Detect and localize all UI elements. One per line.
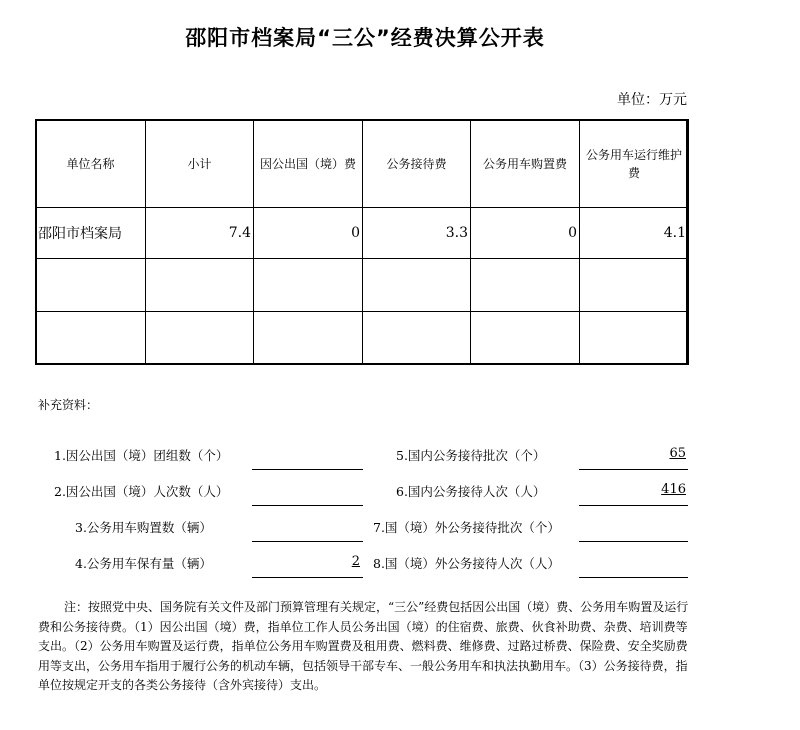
supplement-line-1 <box>252 469 363 470</box>
table-cell <box>254 259 363 312</box>
table-cell <box>146 259 254 312</box>
supplement-value-5: 65 <box>669 446 686 461</box>
supplement-label-5: 5.国内公务接待批次（个） <box>396 448 546 463</box>
supplement-label-2: 2.因公出国（境）人次数（人） <box>54 484 229 499</box>
page-title: 邵阳市档案局“三公”经费决算公开表 <box>185 26 545 50</box>
supplement-value-4: 2 <box>351 554 360 569</box>
table-cell <box>580 312 689 365</box>
table-cell <box>363 312 471 365</box>
supplement-value-6: 416 <box>661 482 686 497</box>
table-border-left <box>35 119 37 365</box>
supplement-line-2 <box>252 505 363 506</box>
supplement-label-4: 4.公务用车保有量（辆） <box>75 556 212 571</box>
note-paragraph: 注：按照党中央、国务院有关文件及部门预算管理有关规定，“三公”经费包括因公出国（境）费、公务用车购置及运行费和公务接待费。（1）因公出国（境）费，指单位工作人员公务出国（境）的住宿费、旅费、伙食补助费、杂费、培训费等支出。（2）公务用车购置及运行费，指单位公务用车购置费及租用费、燃料费、维修费、过路过桥费、保险费、安全奖励费用等支出，公务用车指用于履行公务的机动车辆，包括领导干部专车、一般公务用车和执法执勤用车。（3）公务接待费，指单位按规定开支的各类公务接待（含外宾接待）支出。 <box>38 600 689 692</box>
table-cell <box>146 312 254 365</box>
supplement-label-8: 8.国（境）外公务接待人次（人） <box>373 556 560 571</box>
cell-vehicle-operation: 4.1 <box>580 208 689 259</box>
header-reception: 公务接待费 <box>363 120 471 208</box>
header-vehicle-operation: 公务用车运行维护费 <box>580 120 689 208</box>
supplement-label-3: 3.公务用车购置数（辆） <box>75 520 212 535</box>
table-row <box>36 208 689 259</box>
supplement-label-1: 1.因公出国（境）团组数（个） <box>54 448 229 463</box>
table-row <box>36 259 689 312</box>
table-cell <box>36 259 146 312</box>
cell-vehicle-purchase: 0 <box>471 208 580 259</box>
table-cell <box>363 259 471 312</box>
supplement-line-3 <box>252 541 363 542</box>
table-border-right <box>686 119 688 365</box>
supplement-title: 补充资料： <box>38 398 99 412</box>
supplement-line-6 <box>579 505 688 506</box>
table-border-top <box>35 119 688 121</box>
table-border-bottom <box>35 363 688 365</box>
header-vehicle-purchase: 公务用车购置费 <box>471 120 580 208</box>
cell-reception: 3.3 <box>363 208 471 259</box>
expense-table <box>35 119 689 365</box>
header-overseas-travel: 因公出国（境）费 <box>254 120 363 208</box>
cell-unit-name: 邵阳市档案局 <box>36 208 146 259</box>
supplement-label-7: 7.国（境）外公务接待批次（个） <box>373 520 560 535</box>
cell-subtotal: 7.4 <box>146 208 254 259</box>
supplement-line-7 <box>579 541 688 542</box>
table-row <box>36 312 689 365</box>
table-cell <box>254 312 363 365</box>
supplement-line-4 <box>252 577 363 578</box>
table-cell <box>580 259 689 312</box>
header-subtotal: 小计 <box>146 120 254 208</box>
supplement-line-5 <box>579 469 688 470</box>
supplement-label-6: 6.国内公务接待人次（人） <box>396 484 546 499</box>
table-cell <box>471 312 580 365</box>
table-cell <box>471 259 580 312</box>
cell-overseas-travel: 0 <box>254 208 363 259</box>
table-header-row <box>36 120 689 208</box>
header-unit-name: 单位名称 <box>36 120 146 208</box>
supplement-line-8 <box>579 577 688 578</box>
table-cell <box>36 312 146 365</box>
unit-label: 单位：万元 <box>617 92 687 108</box>
